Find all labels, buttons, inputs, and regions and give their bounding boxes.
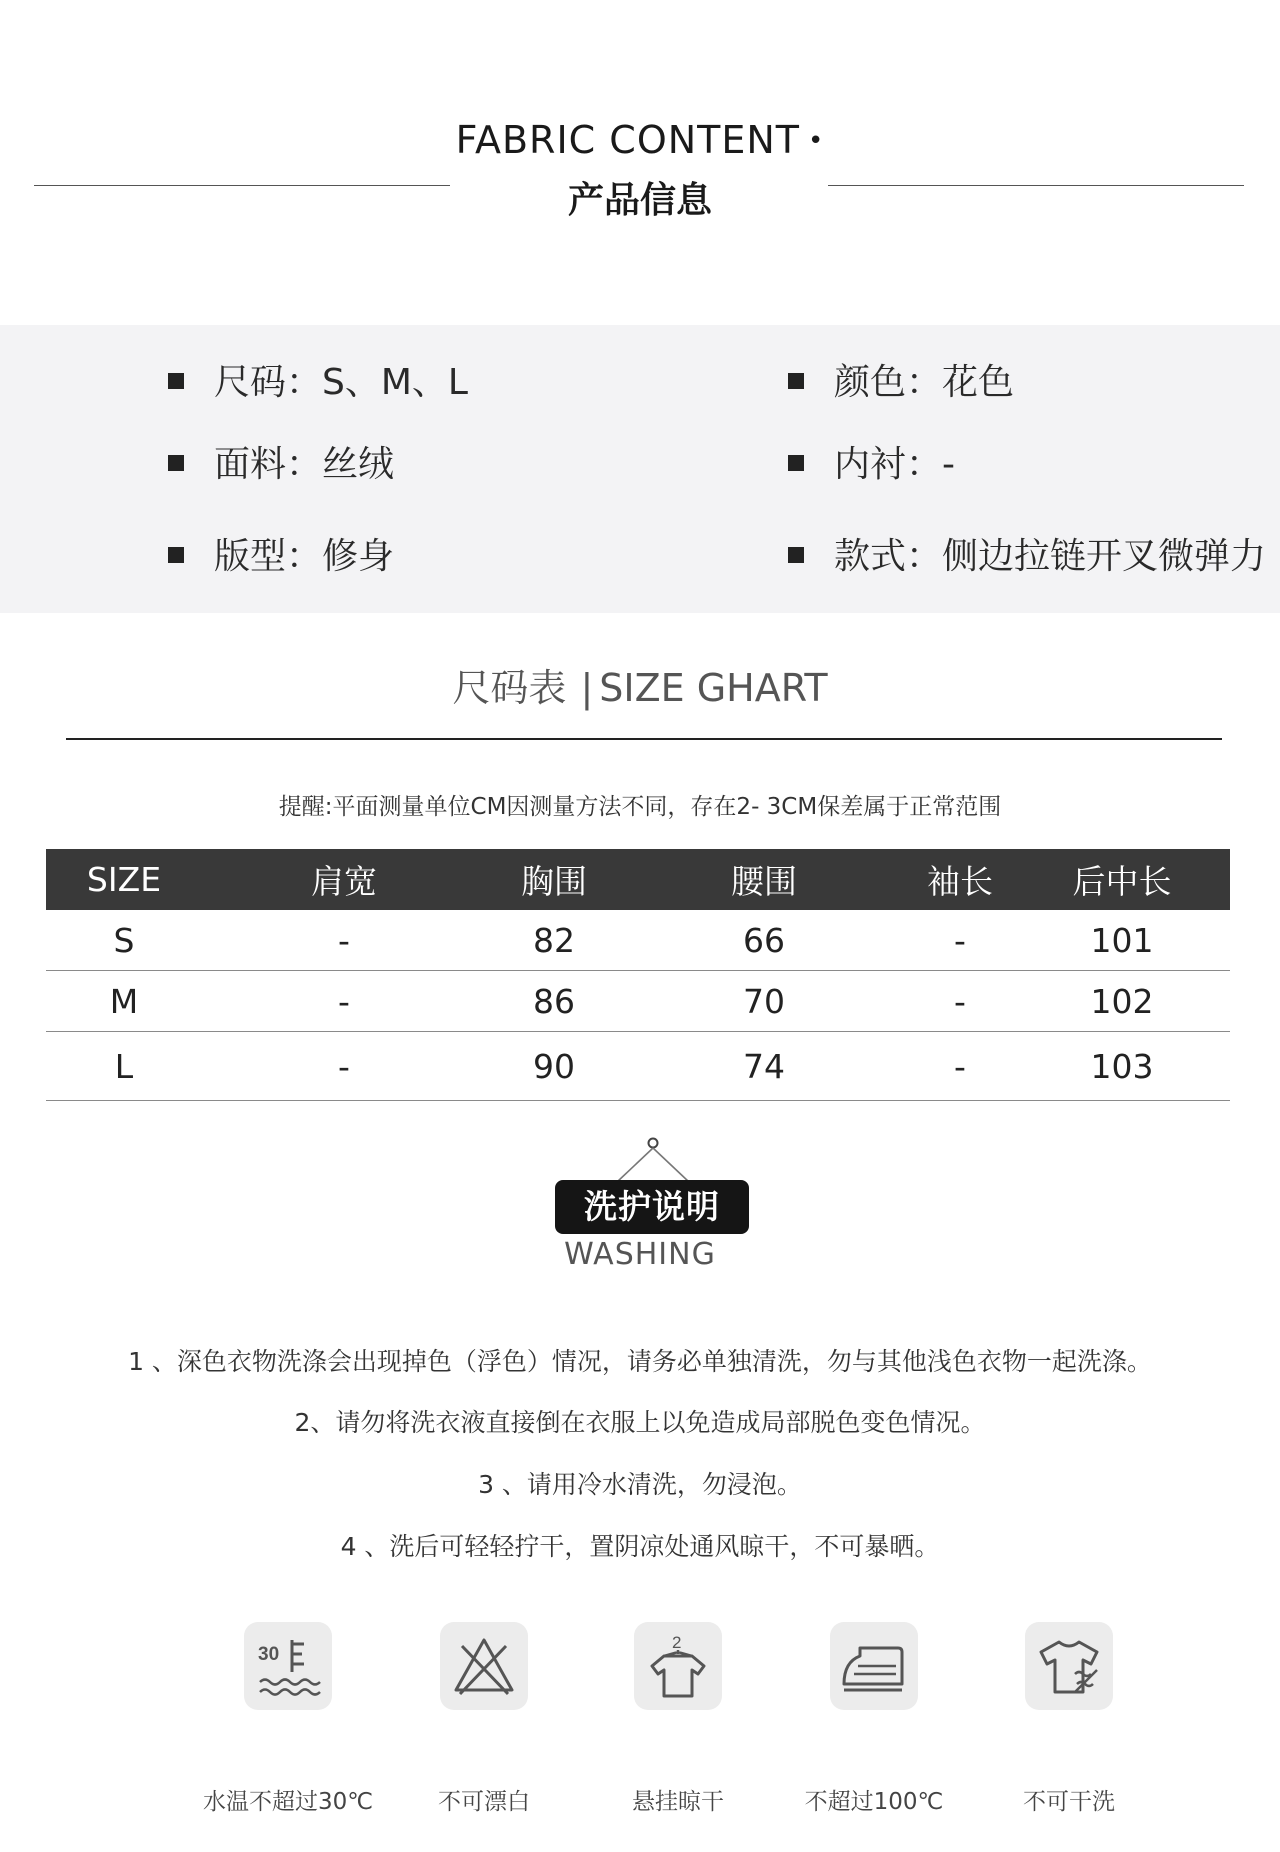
table-cell: 74 <box>622 1032 906 1101</box>
title-dot: • <box>808 126 825 156</box>
table-cell: - <box>906 971 1014 1032</box>
table-cell: 70 <box>622 971 906 1032</box>
care-item-hang-dry <box>634 1622 722 1710</box>
info-style-text: 款式：侧边拉链开叉微弹力 <box>834 536 1267 577</box>
table-cell: M <box>46 971 202 1032</box>
size-chart-title-en: SIZE GHART <box>599 666 828 710</box>
wash-instruction-2: 2、请勿将洗衣液直接倒在衣服上以免造成局部脱色变色情况。 <box>294 1408 986 1437</box>
section-title-en <box>0 118 1280 162</box>
table-cell: - <box>202 1032 486 1101</box>
table-header-row <box>46 849 1230 910</box>
info-lining-text: 内衬：- <box>834 444 955 485</box>
table-row <box>46 1032 1230 1101</box>
section-title-cn: 产品信息 <box>567 180 712 221</box>
title-separator: | <box>580 666 594 710</box>
col-header-shoulder: 肩宽 <box>202 849 486 910</box>
info-color-text: 颜色：花色 <box>834 362 1015 403</box>
table-cell: 102 <box>1014 971 1230 1032</box>
table-cell: L <box>46 1032 202 1101</box>
size-chart-rule <box>66 738 1222 740</box>
washing-subtitle: WASHING <box>564 1237 716 1272</box>
table-cell: 86 <box>486 971 622 1032</box>
care-label-no-dry-clean: 不可干洗 <box>1023 1789 1115 1815</box>
table-cell: 103 <box>1014 1032 1230 1101</box>
hang-dry-icon <box>634 1622 722 1710</box>
table-cell: 82 <box>486 910 622 971</box>
washing-badge: 洗护说明 <box>555 1180 749 1234</box>
table-cell: 90 <box>486 1032 622 1101</box>
info-color <box>788 354 1014 405</box>
care-label-wash30: 水温不超过30℃ <box>202 1789 374 1815</box>
col-header-length: 后中长 <box>1014 849 1230 910</box>
table-cell: 66 <box>622 910 906 971</box>
table-row <box>46 910 1230 971</box>
info-size <box>168 354 468 405</box>
wash-instruction-4: 4 、洗后可轻轻拧干，置阴凉处通风晾干，不可暴晒。 <box>340 1532 940 1561</box>
col-header-size: SIZE <box>46 849 202 910</box>
info-fabric-text: 面料：丝绒 <box>214 444 395 485</box>
wash-temp-text: 30 <box>258 1644 280 1665</box>
care-item-no-dry-clean <box>1025 1622 1113 1710</box>
size-table <box>46 849 1230 1101</box>
no-bleach-icon <box>440 1622 528 1710</box>
iron-icon <box>830 1622 918 1710</box>
table-cell: - <box>202 910 486 971</box>
table-cell: - <box>906 910 1014 971</box>
measurement-note: 提醒:平面测量单位CM因测量方法不同，存在2- 3CM保差属于正常范围 <box>278 794 1002 820</box>
care-item-iron <box>830 1622 918 1710</box>
care-label-iron: 不超过100℃ <box>804 1789 944 1815</box>
hang-dry-text: 2 <box>672 1633 682 1652</box>
info-fit <box>168 528 394 579</box>
size-chart-title <box>0 657 1280 712</box>
care-item-no-bleach <box>440 1622 528 1710</box>
bullet-square <box>168 455 184 471</box>
info-fit-text: 版型：修身 <box>214 536 395 577</box>
bullet-square <box>168 547 184 563</box>
col-header-waist: 腰围 <box>622 849 906 910</box>
info-fabric <box>168 436 394 487</box>
table-cell: S <box>46 910 202 971</box>
col-header-bust: 胸围 <box>486 849 622 910</box>
care-label-no-bleach: 不可漂白 <box>438 1789 530 1815</box>
table-cell: - <box>202 971 486 1032</box>
bullet-square <box>788 455 804 471</box>
care-item-wash30 <box>244 1622 332 1710</box>
table-cell: - <box>906 1032 1014 1101</box>
bullet-square <box>788 373 804 389</box>
table-row <box>46 971 1230 1032</box>
info-lining <box>788 436 955 487</box>
bullet-square <box>168 373 184 389</box>
size-chart-title-cn: 尺码表 <box>452 666 567 710</box>
bullet-square <box>788 547 804 563</box>
care-label-hang-dry: 悬挂晾干 <box>632 1789 724 1815</box>
fabric-content-title: FABRIC CONTENT <box>455 118 801 162</box>
info-style <box>788 528 1266 579</box>
col-header-sleeve: 袖长 <box>906 849 1014 910</box>
info-size-text: 尺码：S、M、L <box>214 362 468 403</box>
no-dry-clean-icon <box>1025 1622 1113 1710</box>
wash-30-icon <box>244 1622 332 1710</box>
wash-instruction-3: 3 、请用冷水清洗，勿浸泡。 <box>478 1470 802 1499</box>
wash-instruction-1: 1 、深色衣物洗涤会出现掉色（浮色）情况，请务必单独清洗，勿与其他浅色衣物一起洗涤。 <box>128 1347 1152 1376</box>
table-cell: 101 <box>1014 910 1230 971</box>
